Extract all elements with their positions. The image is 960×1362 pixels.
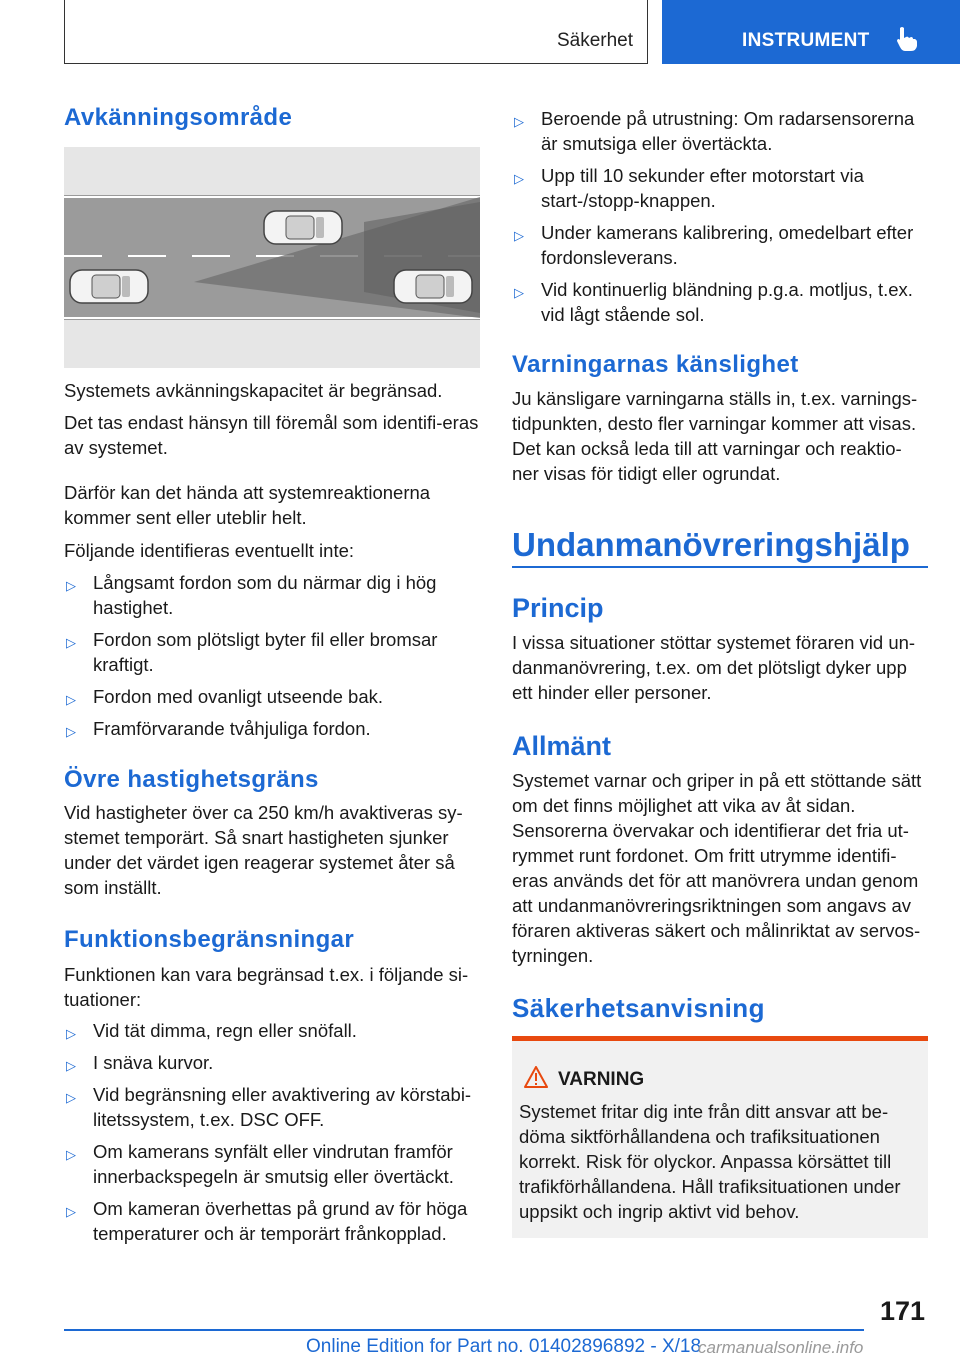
list-item: ▷ Fordon som plötsligt byter fil eller bromsar kraftigt. — [66, 629, 438, 675]
heading-princip: Princip — [512, 593, 604, 623]
footer-edition: Online Edition for Part no. 01402896892 - X/18 — [306, 1336, 702, 1357]
list-item: ▷ Vid tät dimma, regn eller snöfall. — [66, 1020, 357, 1041]
heading-rule — [512, 566, 928, 568]
paragraph: Vid hastigheter över ca 250 km/h avaktiveras sy-stemet temporärt. Så snart hastigheten sjunker under det värdet igen reagerar systemet åter så som inställt. — [64, 802, 463, 898]
detection-area-illustration — [64, 147, 480, 368]
heading-limits: Funktionsbegränsningar — [64, 926, 355, 953]
paragraph: Därför kan det hända att systemreaktionerna kommer sent eller uteblir helt. — [64, 482, 431, 528]
car-icon — [394, 270, 472, 303]
heading-speed: Övre hastighetsgräns — [64, 766, 319, 793]
warning-title: VARNING — [558, 1069, 645, 1090]
list-item: ▷ Vid begränsning eller avaktivering av körstabi-litetssystem, t.ex. DSC OFF. — [66, 1084, 472, 1130]
list-item: ▷ Om kamerans synfält eller vindrutan framför innerbackspegeln är smutsig eller övertäckt. — [66, 1141, 454, 1187]
list-item: ▷ Långsamt fordon som du närmar dig i hög hastighet. — [66, 572, 437, 618]
car-icon — [70, 270, 148, 303]
heading-sensitivity: Varningarnas känslighet — [512, 351, 799, 378]
list-item: ▷ Framförvarande tvåhjuliga fordon. — [66, 718, 371, 739]
hand-pointer-icon — [896, 26, 918, 52]
list-item: ▷ Fordon med ovanligt utseende bak. — [66, 686, 384, 707]
list-item: ▷ Vid kontinuerlig bländning p.g.a. motljus, t.ex. vid lågt stående sol. — [514, 279, 913, 325]
footer-rule — [64, 1329, 864, 1331]
warning-triangle-icon — [524, 1066, 548, 1088]
warning-body: Systemet fritar dig inte från ditt ansvar att be-döma siktförhållandena och trafiksituationen korrekt. Risk för olyckor. Anpassa körsättet till trafikförhållandena. Håll trafiksituationen under uppsikt och ingrip aktivt vid behov. — [519, 1101, 901, 1222]
paragraph: Ju känsligare varningarna ställs in, t.ex. varnings-tidpunkten, desto fler varningar kommer att visas. Det kan också leda till att varningar och reaktio-ner visas för tidigt eller ogrundat. — [512, 388, 918, 484]
watermark: carmanualsonline.info — [698, 1338, 864, 1357]
list-item: ▷ Om kameran överhettas på grund av för höga temperaturer och är temporärt frånkopplad. — [66, 1198, 468, 1244]
heading-safety: Säkerhetsanvisning — [512, 993, 765, 1023]
header-section-box — [64, 0, 648, 64]
paragraph: Systemets avkänningskapacitet är begränsad. — [64, 380, 443, 401]
warning-box — [512, 1036, 928, 1238]
paragraph: I vissa situationer stöttar systemet föraren vid un-danmanövrering, t.ex. om det plötsligt dyker upp ett hinder eller personer. — [512, 632, 916, 703]
paragraph: Funktionen kan vara begränsad t.ex. i följande si-tuationer: — [64, 964, 469, 1010]
car-icon — [264, 211, 342, 244]
paragraph: Systemet varnar och griper in på ett stöttande sätt om det finns möjlighet att vika av åt sidan. Sensorerna övervakar och identifierar det fria ut-rymmet runt fordonet. Om fritt utrymme identifi-eras används det för att manövrera undan genom att undanmanövreringsriktningen som angavs av föraren aktiveras säkert och målinriktat av servos-tyrningen. — [512, 770, 922, 966]
paragraph: Det tas endast hänsyn till föremål som identifi-eras av systemet. — [64, 412, 479, 458]
header-chapter-tab[interactable] — [662, 0, 960, 64]
header-section: Säkerhet — [556, 30, 633, 51]
list-item: ▷ Under kamerans kalibrering, omedelbart efter fordonsleverans. — [514, 222, 914, 268]
heading-area: Avkänningsområde — [64, 104, 293, 131]
list-item: ▷ Beroende på utrustning: Om radarsensorerna är smutsiga eller övertäckta. — [514, 108, 915, 154]
page-number: 171 — [880, 1296, 926, 1326]
header-chapter: INSTRUMENT — [742, 30, 870, 51]
paragraph: Följande identifieras eventuellt inte: — [64, 540, 355, 561]
heading-allmant: Allmänt — [512, 731, 612, 761]
list-item: ▷ Upp till 10 sekunder efter motorstart via start-/stopp-knappen. — [514, 165, 864, 211]
list-item: ▷ I snäva kurvor. — [66, 1052, 214, 1073]
heading-main: Undanmanövreringshjälp — [512, 526, 910, 563]
